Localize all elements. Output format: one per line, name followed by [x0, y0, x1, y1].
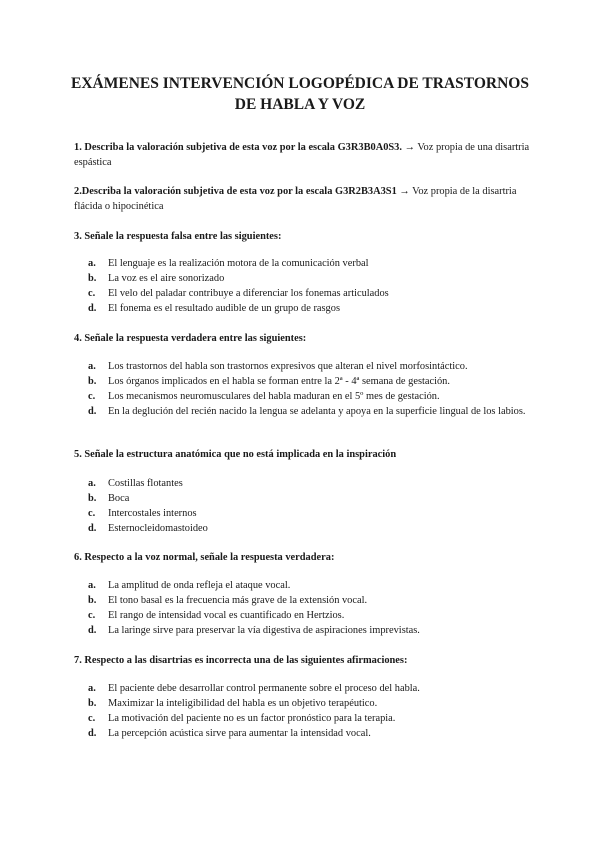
- option-a: a. Los trastornos del habla son trastornos expresivos que alteran el nivel morfosintáctico.: [88, 361, 468, 372]
- option-d: d. Esternocleidomastoideo: [88, 523, 208, 534]
- question-1: [74, 140, 534, 170]
- question-5: [74, 447, 534, 462]
- question-3-text: 3. Señale la respuesta falsa entre las siguientes:: [74, 231, 282, 242]
- option-c: c. La motivación del paciente no es un factor pronóstico para la terapia.: [88, 713, 396, 724]
- option-a: a. El paciente debe desarrollar control permanente sobre el proceso del habla.: [88, 683, 420, 694]
- option-b: b. La voz es el aire sonorizado: [88, 273, 225, 284]
- question-7: [74, 653, 534, 668]
- option-d: d. La percepción acústica sirve para aumentar la intensidad vocal.: [88, 728, 371, 739]
- option-d: d. El fonema es el resultado audible de un grupo de rasgos: [88, 303, 340, 314]
- question-4-options: [88, 359, 528, 419]
- option-d: d. La laringe sirve para preservar la vía digestiva de aspiraciones imprevistas.: [88, 625, 420, 636]
- option-a: a. Costillas flotantes: [88, 478, 183, 489]
- question-2: [74, 184, 534, 214]
- question-7-options: [88, 681, 528, 741]
- question-7-text: 7. Respecto a las disartrias es incorrecta una de las siguientes afirmaciones:: [74, 655, 408, 666]
- question-1-text: 1. Describa la valoración subjetiva de esta voz por la escala G3R3B0A0S3.: [74, 142, 402, 153]
- option-a: a. El lenguaje es la realización motora de la comunicación verbal: [88, 258, 369, 269]
- option-a: a. La amplitud de onda refleja el ataque vocal.: [88, 580, 291, 591]
- question-6-text: 6. Respecto a la voz normal, señale la respuesta verdadera:: [74, 552, 335, 563]
- question-6-options: [88, 578, 528, 638]
- option-c: c. Los mecanismos neuromusculares del habla maduran en el 5º mes de gestación.: [88, 391, 440, 402]
- question-6: [74, 550, 534, 565]
- question-4: [74, 331, 534, 346]
- option-c: c. El rango de intensidad vocal es cuantificado en Hertzios.: [88, 610, 345, 621]
- question-1-answer: → Voz propia de una disartria espástica: [74, 142, 530, 168]
- document-title: EXÁMENES INTERVENCIÓN LOGOPÉDICA DE TRASTORNOS DE HABLA Y VOZ: [71, 75, 529, 113]
- question-2-answer: → Voz propia de la disartria flácida o hipocinética: [74, 186, 517, 212]
- option-b: b. El tono basal es la frecuencia más grave de la extensión vocal.: [88, 595, 368, 606]
- option-c: c. Intercostales internos: [88, 508, 197, 519]
- option-b: b. Maximizar la inteligibilidad del habla es un objetivo terapéutico.: [88, 698, 378, 709]
- question-5-text: 5. Señale la estructura anatómica que no está implicada en la inspiración: [74, 449, 397, 460]
- option-c: c. El velo del paladar contribuye a diferenciar los fonemas articulados: [88, 288, 389, 299]
- question-3-options: [88, 256, 528, 316]
- question-5-options: [88, 476, 528, 536]
- question-4-text: 4. Señale la respuesta verdadera entre las siguientes:: [74, 333, 307, 344]
- question-2-text: 2.Describa la valoración subjetiva de esta voz por la escala G3R2B3A3S1: [74, 186, 397, 197]
- option-b: b. Los órganos implicados en el habla se forman entre la 2ª - 4ª semana de gestación.: [88, 376, 450, 387]
- question-3: [74, 229, 534, 244]
- option-d: d. En la deglución del recién nacido la lengua se adelanta y apoya en la superficie lingual de los labios.: [88, 406, 526, 417]
- option-b: b. Boca: [88, 493, 130, 504]
